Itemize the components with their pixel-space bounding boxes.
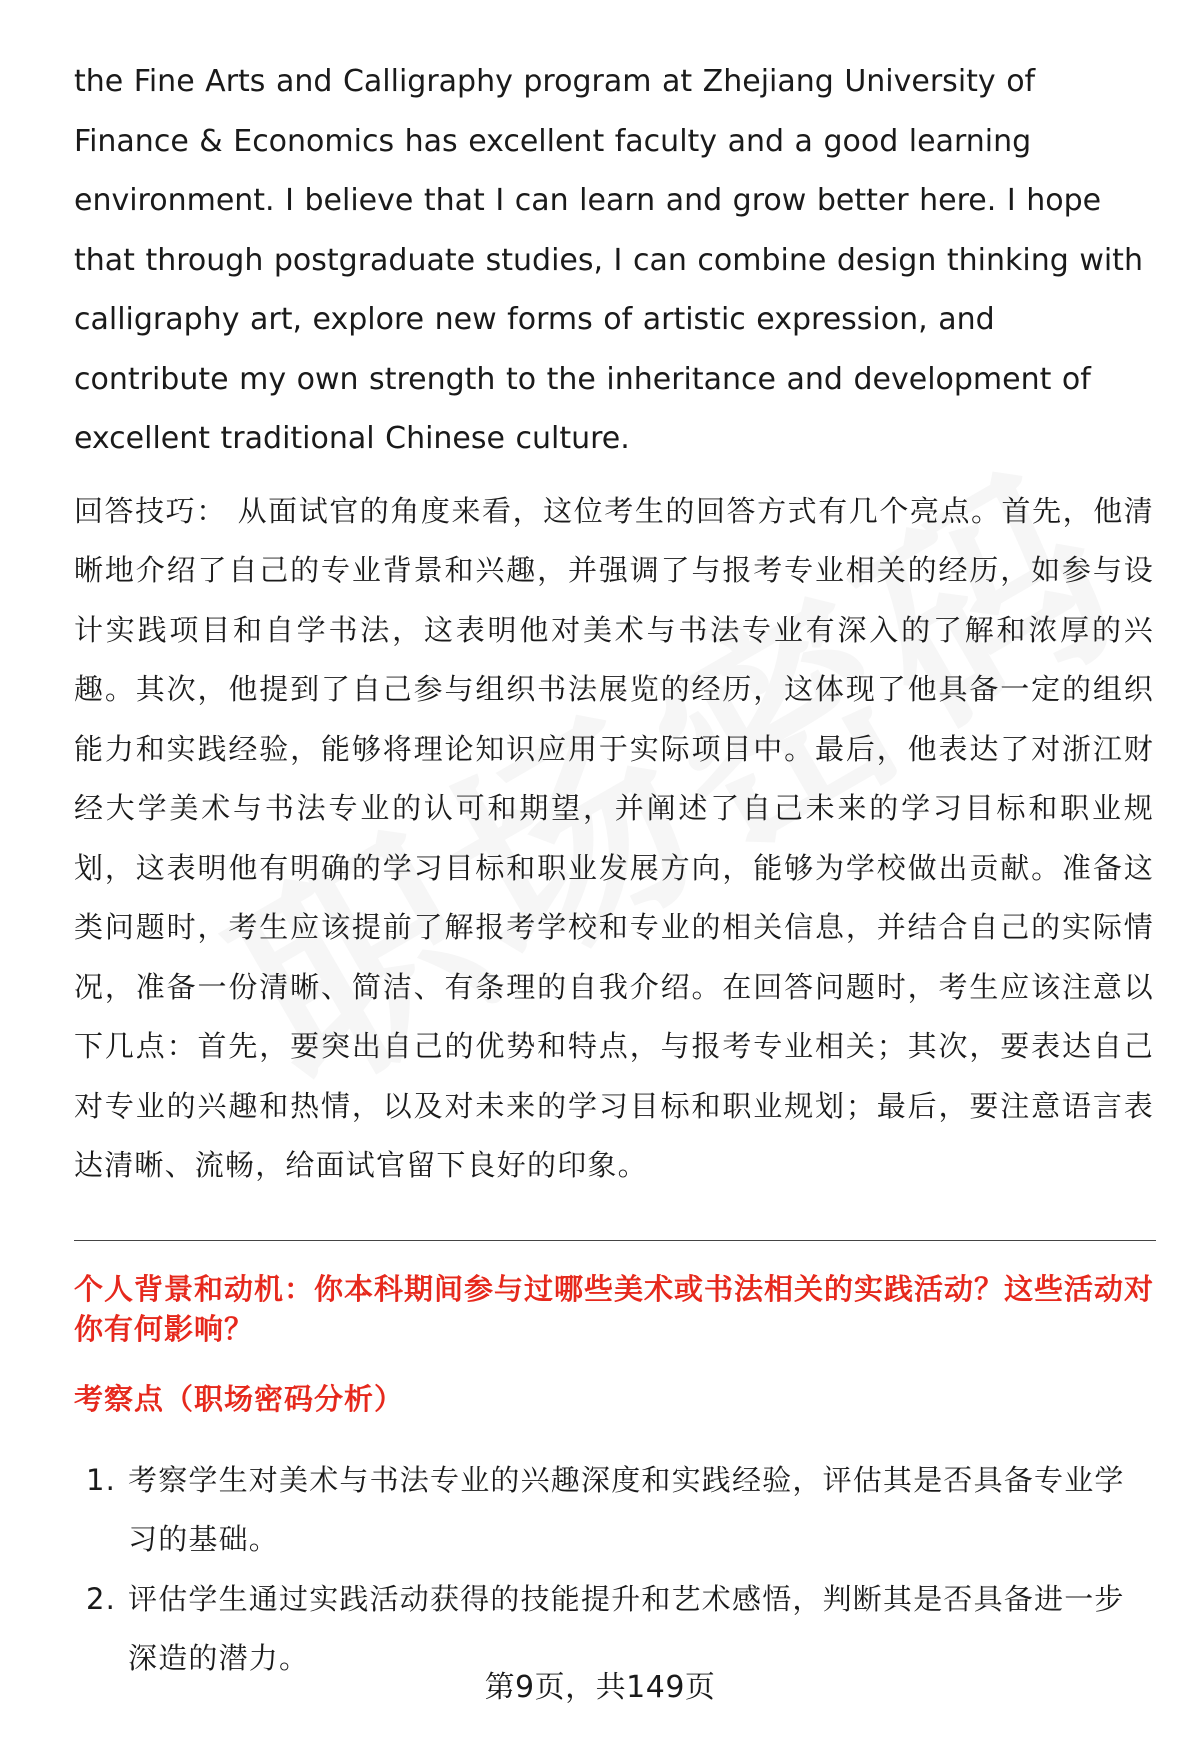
question-heading: 个人背景和动机：你本科期间参与过哪些美术或书法相关的实践活动？这些活动对你有何影响？ — [74, 1271, 1155, 1346]
assessment-points-title: 考察点（职场密码分析） — [74, 1381, 405, 1416]
list-item-number: 2. — [86, 1581, 117, 1616]
section-divider — [74, 1240, 1156, 1241]
list-item-text: 评估学生通过实践活动获得的技能提升和艺术感悟，判断其是否具备进一步深造的潜力。 — [128, 1581, 1125, 1675]
list-item — [74, 1451, 1154, 1570]
list-item-text: 考察学生对美术与书法专业的兴趣深度和实践经验，评估其是否具备专业学习的基础。 — [128, 1462, 1125, 1556]
answer-tips-paragraph: 回答技巧： 从面试官的角度来看，这位考生的回答方式有几个亮点。首先，他清晰地介绍了自己的专业背景和兴趣，并强调了与报考专业相关的经历，如参与设计实践项目和自学书法，这表明他对美术与书法专业有深入的了解和浓厚的兴趣。其次，他提到了自己参与组织书法展览的经历，这体现了他具备一定的组织能力和实践经验，能够将理论知识应用于实际项目中。最后，他表达了对浙江财经大学美术与书法专业的认可和期望，并阐述了自己未来的学习目标和职业规划，这表明他有明确的学习目标和职业发展方向，能够为学校做出贡献。准备这类问题时，考生应该提前了解报考学校和专业的相关信息，并结合自己的实际情况，准备一份清晰、简洁、有条理的自我介绍。在回答问题时，考生应该注意以下几点：首先，要突出自己的优势和特点，与报考专业相关；其次，要表达自己对专业的兴趣和热情，以及对未来的学习目标和职业规划；最后，要注意语言表达清晰、流畅，给面试官留下良好的印象。 — [74, 493, 1154, 1182]
continuation-paragraph: the Fine Arts and Calligraphy program at Zhejiang University of Finance & Economics has excellent faculty and a good learning environment. I believe that I can learn and grow better here. I hope that through postgraduate studies, I can combine design thinking with calligraphy art, explore new forms of artistic expression, and contribute my own strength to the inheritance and development of excellent traditional Chinese culture. — [74, 64, 1143, 456]
assessment-points-list — [74, 1451, 1154, 1689]
document-page — [74, 52, 1154, 1689]
list-item-number: 1. — [86, 1462, 117, 1497]
page-number-footer: 第9页，共149页 — [484, 1670, 716, 1705]
